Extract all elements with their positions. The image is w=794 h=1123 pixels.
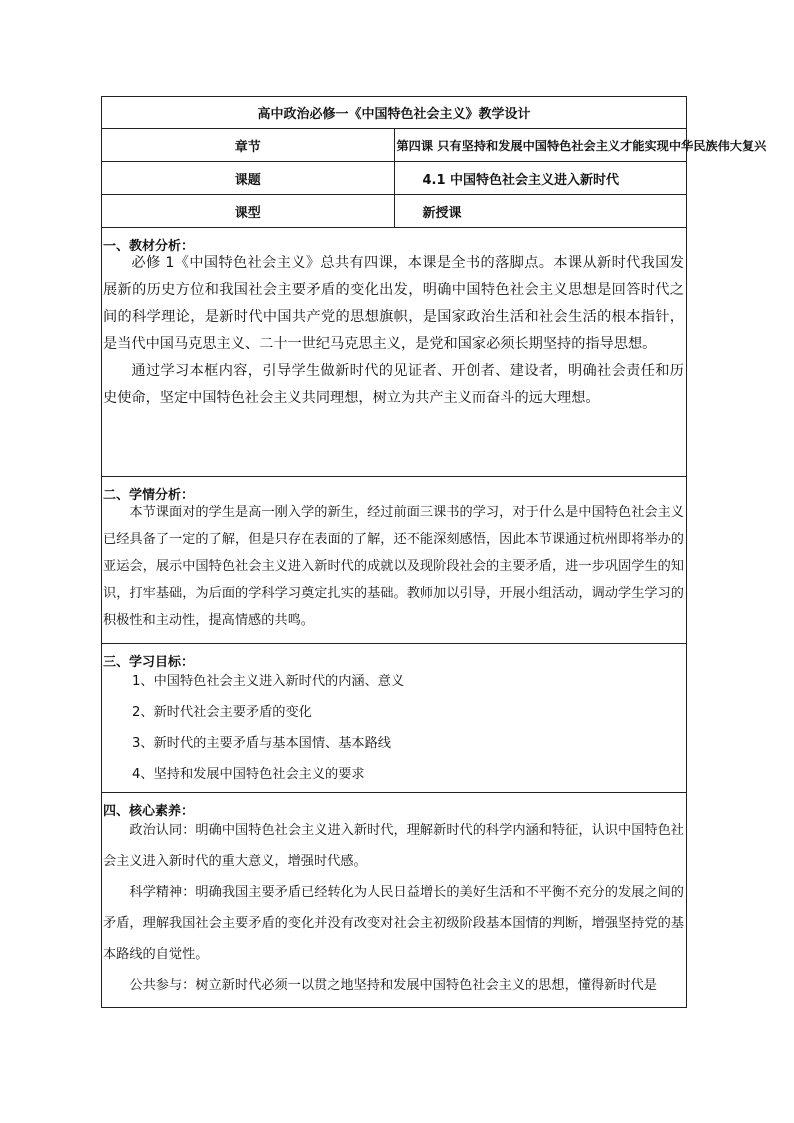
student-paragraph: 本节课面对的学生是高一刚入学的新生，经过前面三课书的学习，对于什么是中国特色社会主义已经具备了一定的了解，但是只存在表面的了解，还不能深刻感悟，因此本节课通过杭州即将举办的亚运会，展示中国特色社会主义进入新时代的成就以及现阶段社会的主要矛盾，进一步巩固学生的知识，打牢基础，为后面的学科学习奠定扎实的基础。教师加以引导，开展小组活动，调动学生学习的积极性和主动性，提高情感的共鸣。: [103, 505, 684, 628]
core-literacy-heading: 四、核心素养：: [103, 804, 195, 819]
type-label: 课型: [102, 195, 395, 228]
chapter-label: 章节: [102, 129, 395, 162]
goal-item: 1、中国特色社会主义进入新时代的内涵、意义: [132, 674, 405, 689]
topic-label: 课题: [102, 162, 395, 195]
document-title: 高中政治必修一《中国特色社会主义》教学设计: [102, 97, 687, 129]
material-analysis-section: [102, 228, 687, 477]
core-paragraph: 公共参与：树立新时代必须一以贯之地坚持和发展中国特色社会主义的思想，懂得新时代是: [129, 978, 657, 993]
goal-item: 4、坚持和发展中国特色社会主义的要求: [132, 767, 365, 782]
student-analysis-heading: 二、学情分析：: [103, 488, 195, 503]
topic-value: 4.1 中国特色社会主义进入新时代: [394, 162, 687, 195]
core-paragraph: 科学精神：明确我国主要矛盾已经转化为人民日益增长的美好生活和不平衡不充分的发展之间的矛盾，理解我国社会主要矛盾的变化并没有改变对社会主初级阶段基本国情的判断，增强坚持党的基本路线的自觉性。: [103, 885, 684, 962]
core-literacy-section: [102, 793, 687, 1008]
learning-goals-section: [102, 644, 687, 793]
lesson-plan-table: [101, 96, 767, 1008]
material-paragraph: 通过学习本框内容，引导学生做新时代的见证者、开创者、建设者，明确社会责任和历史使命，坚定中国特色社会主义共同理想，树立为共产主义而奋斗的远大理想。: [103, 363, 684, 406]
core-paragraph: 政治认同：明确中国特色社会主义进入新时代，理解新时代的科学内涵和特征，认识中国特色社会主义进入新时代的重大意义，增强时代感。: [103, 823, 684, 869]
chapter-value: 第四课 只有坚持和发展中国特色社会主义才能实现中华民族伟大复兴: [394, 129, 687, 162]
goal-item: 2、新时代社会主要矛盾的变化: [132, 705, 312, 720]
learning-goals-heading: 三、学习目标：: [103, 655, 195, 670]
goal-item: 3、新时代的主要矛盾与基本国情、基本路线: [132, 736, 391, 751]
material-analysis-heading: 一、教材分析：: [103, 239, 195, 254]
type-value: 新授课: [394, 195, 687, 228]
material-paragraph: 必修 1《中国特色社会主义》总共有四课，本课是全书的落脚点。本课从新时代我国发展新的历史方位和我国社会主要矛盾的变化出发，明确中国特色社会主义思想是回答时代之间的科学理论，是新时代中国共产党的思想旗帜，是国家政治生活和社会生活的根本指针，是当代中国马克思主义、二十一世纪马克思主义，是党和国家必须长期坚持的指导思想。: [103, 255, 684, 352]
student-analysis-section: [102, 477, 687, 644]
